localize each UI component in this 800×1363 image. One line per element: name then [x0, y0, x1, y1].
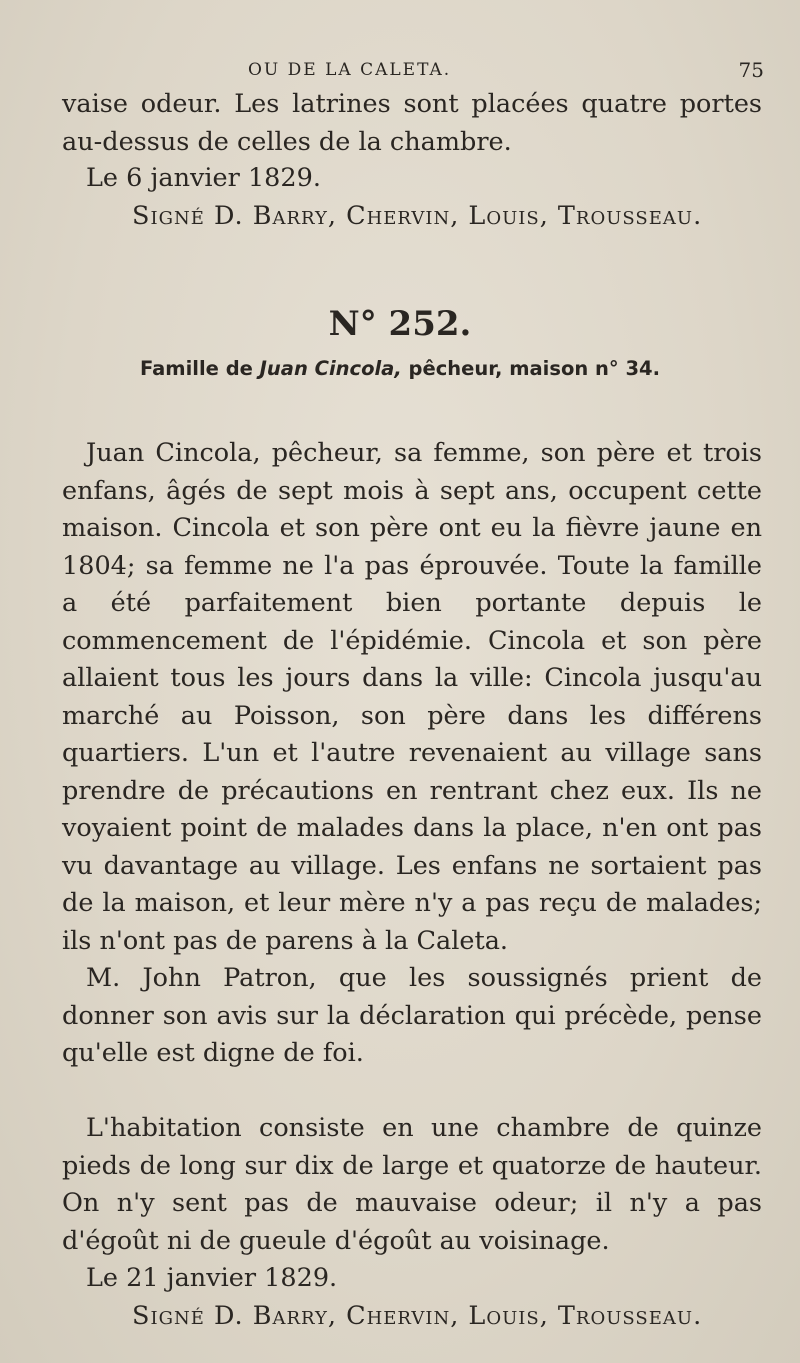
date-line: Le 21 janvier 1829. [86, 1263, 338, 1293]
patron-paragraph: M. John Patron, que les soussignés prient de donner son avis sur la déclaration qui précède, pense qu'elle est digne de foi. [62, 963, 762, 1068]
caption-suffix: pêcheur, maison n° 34. [401, 357, 661, 380]
signature-line [62, 1298, 762, 1336]
signature-line [62, 198, 762, 236]
entry-caption [0, 357, 800, 380]
page-header [60, 54, 770, 84]
signature-text: Signé D. Barry, Chervin, Louis, Trousseau. [132, 201, 703, 231]
paragraph-continuation: vaise odeur. Les latrines sont placées quatre portes au-dessus de celles de la chambre. [62, 89, 762, 157]
caption-prefix: Famille de [139, 357, 260, 380]
body-paragraph: Juan Cincola, pêcheur, sa femme, son père et trois enfans, âgés de sept mois à sept ans, occupent cette maison. Cincola et son père ont eu la fièvre jaune en 1804; sa femme ne l'a pas éprouvée. Toute la famille a été parfaitement bien portante depuis le commencement de l'épidémie. Cincola et son père allaient tous les jours dans la ville: Cincola jusqu'au marché au Poisson, son père dans les différens quartiers. L'un et l'autre revenaient au village sans prendre de précautions en rentrant chez eux. Ils ne voyaient point de malades dans la place, n'en ont pas vu davantage au village. Les enfans ne sortaient pas de la maison, et leur mère n'y a pas reçu de malades; ils n'ont pas de parens à la Caleta. [62, 438, 762, 956]
date-line: Le 6 janvier 1829. [86, 163, 321, 193]
signature-text: Signé D. Barry, Chervin, Louis, Trousseau. [132, 1301, 703, 1331]
running-title: OU DE LA CALETA. [248, 60, 452, 80]
habitation-paragraph: L'habitation consiste en une chambre de quinze pieds de long sur dix de large et quatorze de hauteur. On n'y sent pas de mauvaise odeur; il n'y a pas d'égoût ni de gueule d'égoût au voisinage. [62, 1113, 762, 1256]
caption-name: Juan Cincola, [259, 357, 402, 380]
page-number: 75 [738, 58, 764, 82]
entry-number: N° 252. [328, 304, 472, 344]
